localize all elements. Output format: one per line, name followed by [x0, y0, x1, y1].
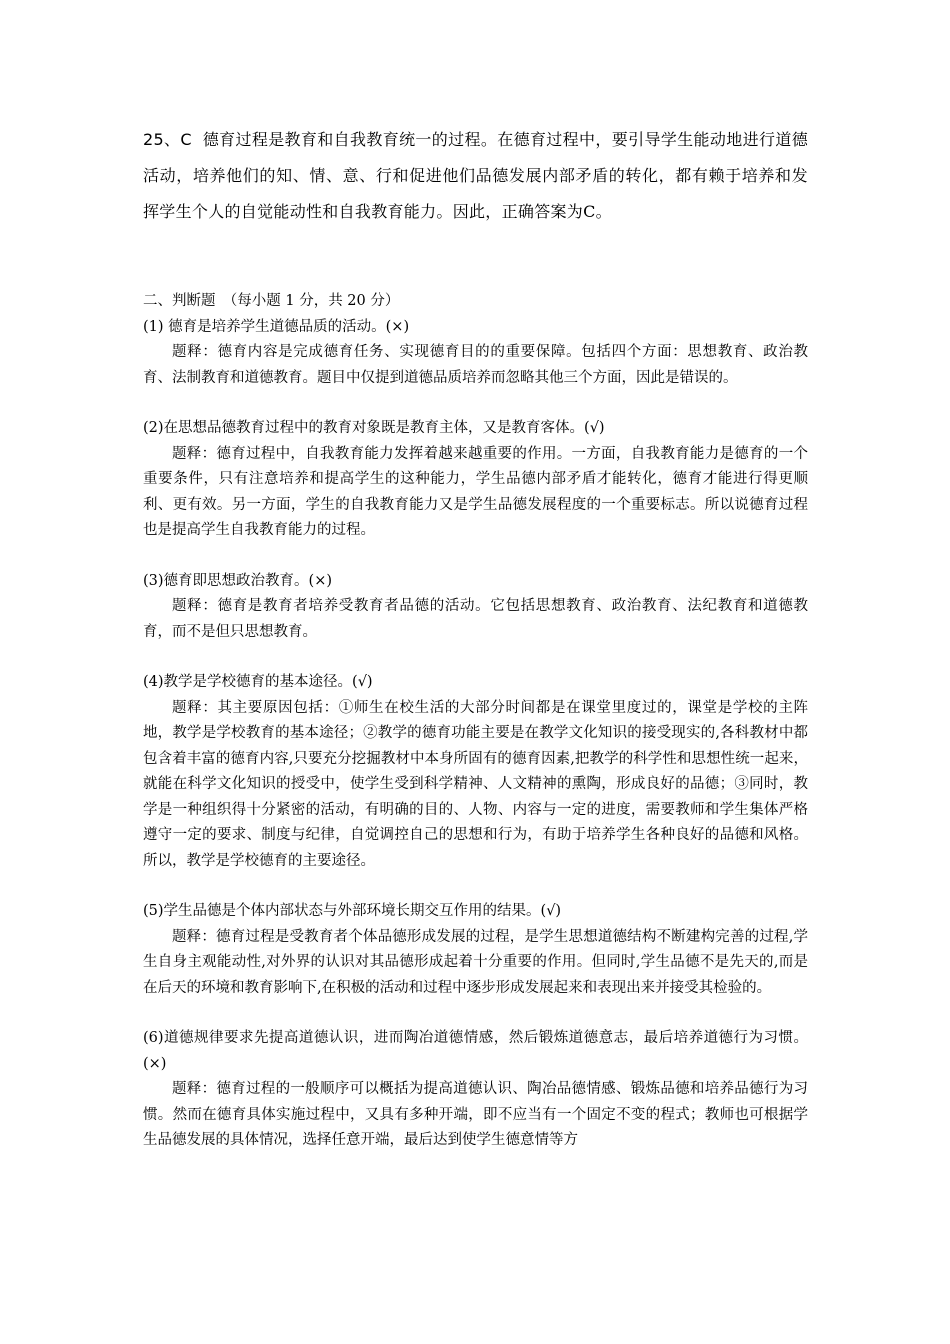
explanation-3: 题释：德育是教育者培养受教育者品德的活动。它包括思想教育、政治教育、法纪教育和道德教育，而不是但只思想教育。: [143, 598, 808, 640]
spacer: [143, 874, 808, 899]
spacer: [143, 1001, 808, 1026]
answer-25-paragraph: [143, 122, 808, 230]
section-title: 二、判断题 （每小题 1 分，共 20 分）: [143, 293, 400, 309]
explanation-2: 题释：德育过程中，自我教育能力发挥着越来越重要的作用。一方面，自我教育能力是德育的一个重要条件，只有注意培养和提高学生的这种能力，学生品德内部矛盾才能转化，德育才能进行得更顺利、更有效。另一方面，学生的自我教育能力又是学生品德发展程度的一个重要标志。所以说德育过程也是提高学生自我教育能力的过程。: [143, 445, 808, 538]
explanation-5: 题释：德育过程是受教育者个体品德形成发展的过程，是学生思想道德结构不断建构完善的过程,学生自身主观能动性,对外界的认识对其品德形成起着十分重要的作用。但同时,学生品德不是先天的,而是在后天的环境和教育影响下,在积极的活动和过程中逐步形成发展起来和表现出来并接受其检验的。: [143, 928, 808, 996]
question-4: (4)教学是学校德育的基本途径。(√): [143, 674, 373, 690]
answer-25-text: 德育过程是教育和自我教育统一的过程。在德育过程中，要引导学生能动地进行道德活动，培养他们的知、情、意、行和促进他们品德发展内部矛盾的转化，都有赖于培养和发挥学生个人的自觉能动性和自我教育能力。因此，正确答案为C。: [143, 130, 808, 221]
section-2: [143, 289, 808, 1154]
question-6: (6)道德规律要求先提高道德认识，进而陶冶道德情感，然后锻炼道德意志，最后培养道德行为习惯。(×): [143, 1030, 808, 1072]
explanation-6: 题释：德育过程的一般顺序可以概括为提高道德认识、陶冶品德情感、锻炼品德和培养品德行为习惯。然而在德育具体实施过程中，又具有多种开端，即不应当有一个固定不变的程式；教师也可根据学生品德发展的具体情况，选择任意开端，最后达到使学生德意情等方: [143, 1081, 808, 1148]
question-2: (2)在思想品德教育过程中的教育对象既是教育主体，又是教育客体。(√): [143, 420, 605, 436]
question-5: (5)学生品德是个体内部状态与外部环境长期交互作用的结果。(√): [143, 903, 562, 919]
question-1: (1) 德育是培养学生道德品质的活动。(×): [143, 318, 410, 335]
spacer: [143, 544, 808, 569]
question-3: (3)德育即思想政治教育。(×): [143, 572, 333, 589]
spacer: [143, 645, 808, 670]
explanation-1: 题释：德育内容是完成德育任务、实现德育目的的重要保障。包括四个方面：思想教育、政治教育、法制教育和道德教育。题目中仅提到道德品质培养而忽略其他三个方面，因此是错误的。: [143, 344, 808, 386]
explanation-4: 题释：其主要原因包括：①师生在校生活的大部分时间都是在课堂里度过的，课堂是学校的主阵地，教学是学校教育的基本途径；②教学的德育功能主要是在教学文化知识的接受现实的,各科教材中都包含着丰富的德育内容,只要充分挖掘教材中本身所固有的德育因素,把教学的科学性和思想性统一起来，就能在科学文化知识的授受中，使学生受到科学精神、人文精神的熏陶，形成良好的品德；③同时，教学是一种组织得十分紧密的活动，有明确的目的、人物、内容与一定的进度，需要教师和学生集体严格遵守一定的要求、制度与纪律，自觉调控自己的思想和行为，有助于培养学生各种良好的品德和风格。所以，教学是学校德育的主要途径。: [143, 699, 808, 869]
spacer: [143, 391, 808, 416]
answer-25-number: 25、C: [143, 130, 192, 149]
